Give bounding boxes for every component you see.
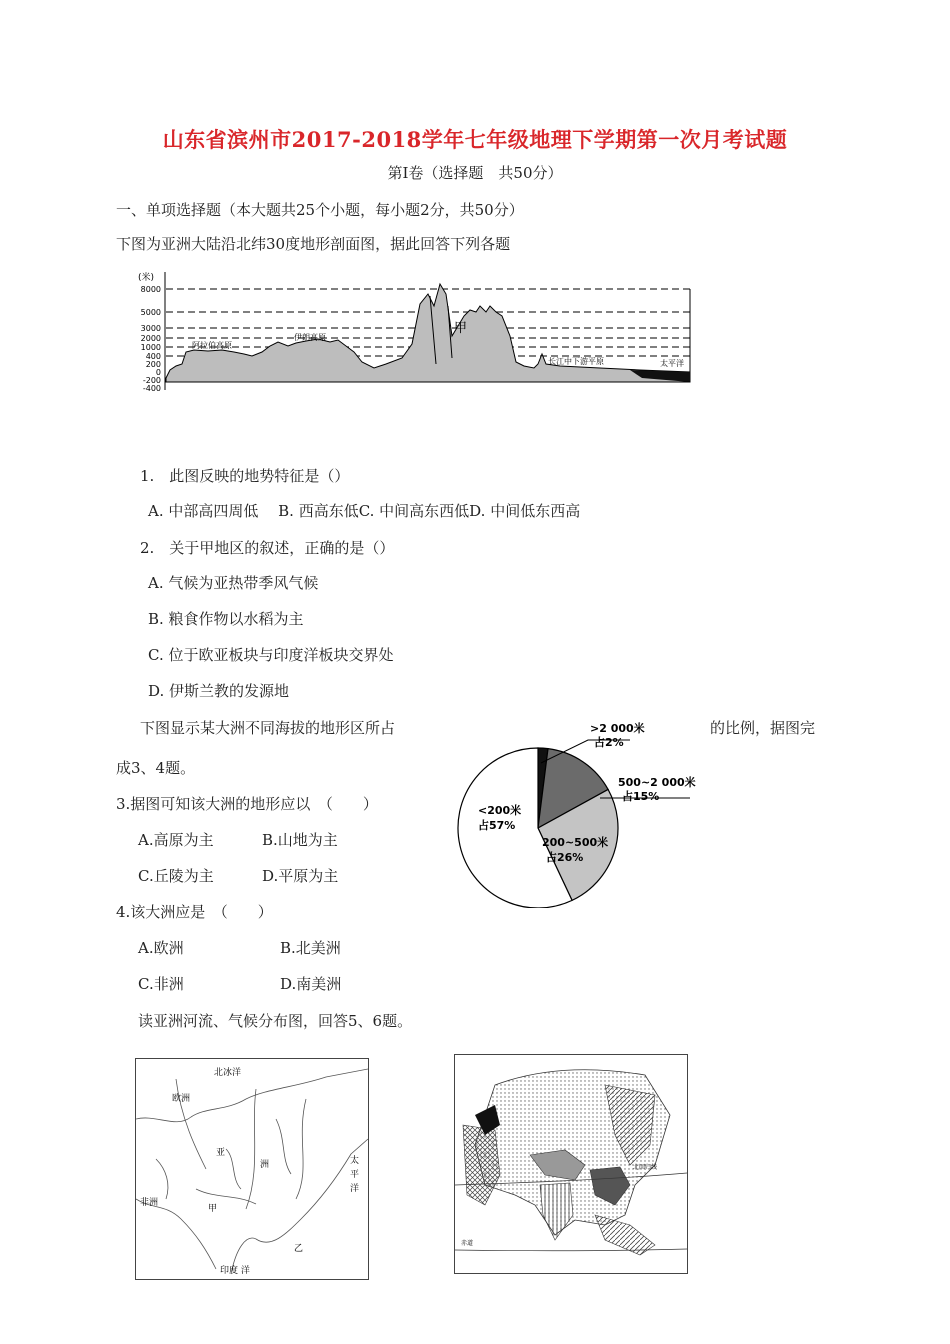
ytick: 200: [145, 360, 161, 369]
label-arabian-plateau: 阿拉伯高原: [192, 341, 232, 350]
question-4-option-b: B.北美洲: [280, 939, 341, 957]
pie-label-500-2000: 500~2 000米: [618, 776, 696, 789]
label-pacific: 太平洋: [660, 359, 684, 368]
map1-yi: 乙: [294, 1244, 304, 1254]
pie-label-lt200: <200米: [478, 804, 522, 817]
label-yangtze-plain: 长江中下游平原: [548, 357, 604, 366]
question-4-option-d: D.南美洲: [280, 975, 342, 993]
question-2-option-a: A. 气候为亚热带季风气候: [148, 574, 319, 592]
pie-label-gt2000-pct: 占2%: [594, 736, 624, 749]
map1-ya: 亚: [216, 1148, 226, 1158]
map2-equator: 赤道: [461, 1240, 474, 1247]
section-subtitle: 第Ⅰ卷（选择题 共50分）: [387, 164, 563, 182]
pie-label-lt200-pct: 占57%: [478, 819, 516, 832]
question-3-option-b: B.山地为主: [262, 831, 338, 849]
map2-tropic: 北回归线: [633, 1164, 658, 1171]
intro-maps: 读亚洲河流、气候分布图，回答5、6题。: [138, 1012, 413, 1030]
intro-pie-right: 的比例，据图完: [710, 719, 816, 737]
map1-zhou: 洲: [260, 1160, 270, 1170]
ytick: 1000: [140, 343, 161, 352]
question-3-option-d: D.平原为主: [262, 867, 339, 885]
ytick: 400: [145, 352, 161, 361]
ytick: 0: [155, 368, 161, 377]
page-title: 山东省滨州市2017-2018学年七年级地理下学期第一次月考试题: [162, 127, 788, 152]
question-4-option-c: C.非洲: [138, 975, 184, 993]
question-2-option-d: D. 伊斯兰教的发源地: [148, 682, 290, 700]
profile-unit: (米): [138, 273, 155, 283]
pie-label-200-500-pct: 占26%: [546, 851, 584, 864]
asia-climate-map: [454, 1054, 688, 1274]
map1-indian: 印度 洋: [220, 1266, 250, 1276]
map1-africa: 非洲: [140, 1198, 159, 1208]
label-iranian-plateau: 伊朗高原: [294, 333, 326, 342]
map1-tai: 太: [350, 1156, 360, 1166]
ytick: 3000: [140, 324, 161, 333]
map1-ping: 平: [350, 1170, 360, 1180]
map1-jia: 甲: [208, 1204, 218, 1214]
pie-label-200-500: 200~500米: [542, 836, 609, 849]
question-1-stem: 1. 此图反映的地势特征是（）: [140, 467, 350, 485]
question-3-option-a: A.高原为主: [138, 831, 214, 849]
ytick: 2000: [140, 334, 161, 343]
ytick: 5000: [140, 308, 161, 317]
elevation-pie-chart: [450, 718, 700, 908]
label-jia: 甲: [454, 321, 468, 336]
ytick: -400: [142, 384, 161, 393]
question-3-option-c: C.丘陵为主: [138, 867, 214, 885]
intro-pie-left: 下图显示某大洲不同海拔的地形区所占: [140, 719, 396, 737]
ytick: 8000: [140, 285, 161, 294]
question-2-option-b: B. 粮食作物以水稻为主: [148, 610, 304, 628]
question-4-option-a: A.欧洲: [138, 939, 184, 957]
map1-europe: 欧洲: [172, 1094, 191, 1104]
terrain-profile-figure: [130, 266, 696, 396]
map1-arctic: 北冰洋: [214, 1068, 242, 1078]
question-4-stem: 4.该大洲应是 （ ）: [116, 903, 273, 921]
pie-label-gt2000: >2 000米: [590, 722, 645, 735]
section-heading: 一、单项选择题（本大题共25个小题，每小题2分，共50分）: [116, 201, 524, 219]
asia-river-map: [135, 1058, 369, 1280]
map1-yang: 洋: [350, 1184, 360, 1194]
question-3-stem: 3.据图可知该大洲的地形应以 （ ）: [116, 795, 378, 813]
pie-label-500-2000-pct: 占15%: [622, 790, 660, 803]
question-1-options: A. 中部高四周低 B. 西高东低C. 中间高东西低D. 中间低东西高: [148, 502, 581, 520]
intro-profile: 下图为亚洲大陆沿北纬30度地形剖面图，据此回答下列各题: [116, 235, 511, 253]
intro-pie-cont: 成3、4题。: [116, 759, 196, 777]
ytick: -200: [142, 376, 161, 385]
question-2-option-c: C. 位于欧亚板块与印度洋板块交界处: [148, 646, 394, 664]
question-2-stem: 2. 关于甲地区的叙述，正确的是（）: [140, 539, 395, 557]
